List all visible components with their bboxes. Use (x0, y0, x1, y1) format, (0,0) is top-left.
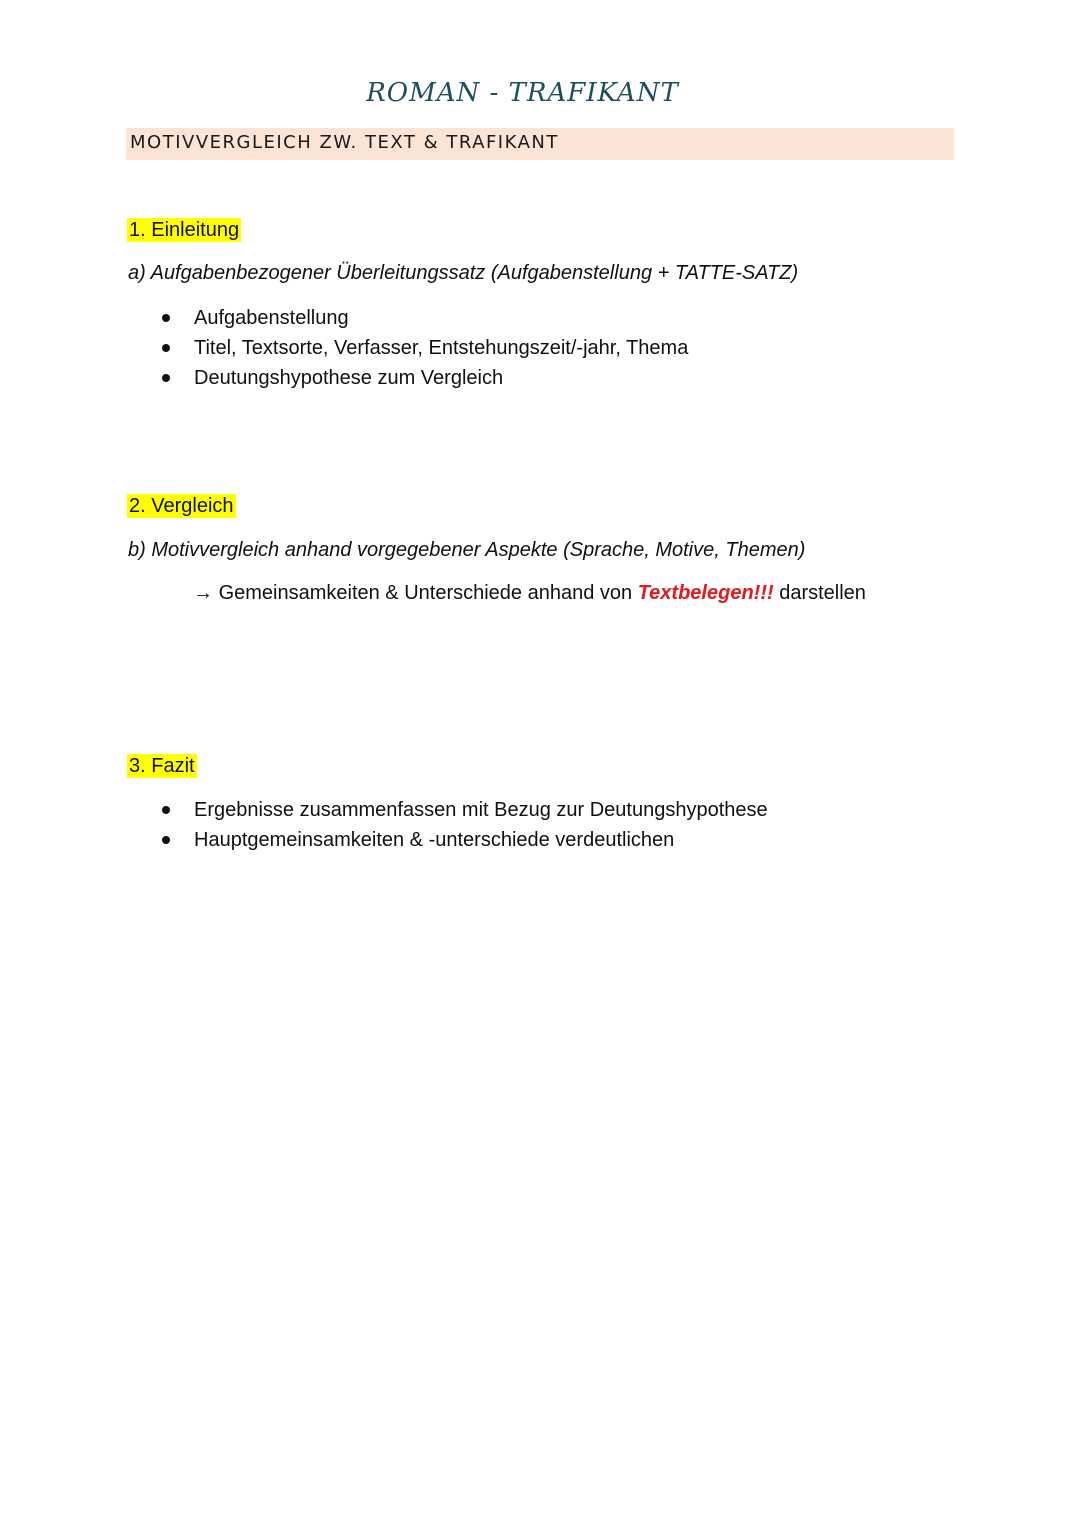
subtitle-text: MOTIVVERGLEICH ZW. TEXT & TRAFIKANT (130, 132, 559, 153)
heading-number: 3. (129, 755, 146, 777)
heading-label: Fazit (151, 755, 195, 777)
bullet-list-fazit (160, 795, 768, 855)
page-title: ROMAN - TRAFIKANT (366, 78, 679, 108)
emphasis-text: Textbelegen!!! (637, 582, 774, 604)
heading-number: 2. (129, 495, 146, 517)
list-item (160, 363, 688, 393)
task-line-b: b) Motivvergleich anhand vorgegebener Aspekte (Sprache, Motive, Themen) (128, 539, 806, 561)
bullet-list-einleitung (160, 303, 688, 393)
heading-number: 1. (129, 219, 146, 241)
list-item (160, 333, 688, 363)
subtitle-banner (126, 128, 954, 160)
list-item-text: Aufgabenstellung (194, 307, 349, 329)
bullet-icon (162, 314, 170, 322)
heading-highlight (127, 218, 241, 242)
list-item (160, 795, 768, 825)
bullet-icon (162, 806, 170, 814)
list-item-text: Ergebnisse zusammenfassen mit Bezug zur Deutungshypothese (194, 799, 768, 821)
heading-highlight (127, 754, 197, 778)
section-heading-vergleich (127, 492, 236, 520)
list-item (160, 825, 768, 855)
task-line-a: a) Aufgabenbezogener Überleitungssatz (Aufgabenstellung + TATTE-SATZ) (128, 262, 799, 284)
list-item-text: Titel, Textsorte, Verfasser, Entstehungszeit/-jahr, Thema (194, 337, 689, 359)
arrow-note-text: Gemeinsamkeiten & Unterschiede anhand von (218, 582, 633, 604)
bullet-icon (162, 836, 170, 844)
bullet-icon (162, 374, 170, 382)
list-item-text: Deutungshypothese zum Vergleich (194, 367, 504, 389)
list-item (160, 303, 688, 333)
arrow-note-tail: darstellen (779, 582, 866, 604)
heading-label: Einleitung (151, 219, 240, 241)
section-heading-einleitung (127, 216, 241, 244)
section-heading-fazit (127, 752, 197, 780)
arrow-right-icon: → (193, 582, 213, 604)
heading-label: Vergleich (151, 495, 234, 517)
heading-highlight (127, 494, 236, 518)
list-item-text: Hauptgemeinsamkeiten & -unterschiede verdeutlichen (194, 829, 675, 851)
arrow-note (193, 579, 866, 607)
bullet-icon (162, 344, 170, 352)
